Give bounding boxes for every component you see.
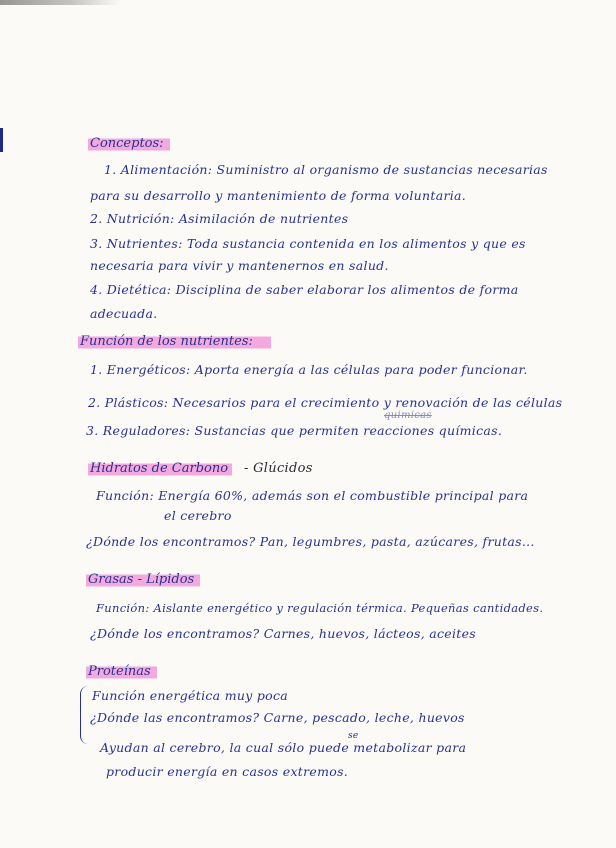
- concept-line-2: para su desarrollo y mantenimiento de forma voluntaria.: [90, 188, 467, 203]
- concept-line-3: 2. Nutrición: Asimilación de nutrientes: [90, 211, 349, 226]
- heading-funcion-nutrientes: Función de los nutrientes:: [78, 334, 271, 350]
- grasas-line-1: Función: Aislante energético y regulación térmica. Pequeñas cantidades.: [96, 601, 544, 615]
- concept-line-5: necesaria para vivir y mantenernos en salud.: [90, 258, 389, 273]
- proteinas-line-1: Función energética muy poca: [92, 688, 289, 703]
- heading-hidratos-suffix: - Glúcidos: [244, 461, 313, 476]
- hidratos-line-1: Función: Energía 60%, además son el combustible principal para: [96, 488, 529, 503]
- nutrient-function-3: 3. Reguladores: Sustancias que permiten reacciones químicas.: [86, 423, 503, 438]
- nutrient-function-1: 1. Energéticos: Aporta energía a las células para poder funcionar.: [90, 362, 528, 377]
- heading-proteinas: Proteínas: [86, 664, 157, 680]
- heading-grasas: Grasas - Lípidos: [86, 572, 200, 588]
- heading-conceptos: Conceptos:: [88, 136, 170, 152]
- proteinas-line-4: producir energía en casos extremos.: [106, 764, 349, 779]
- grasas-line-2: ¿Dónde los encontramos? Carnes, huevos, lácteos, aceites: [90, 626, 477, 641]
- struck-word: quimicas: [384, 410, 432, 421]
- nutrient-function-2: 2. Plásticos: Necesarios para el crecimiento y renovación de las células: [88, 395, 563, 410]
- hidratos-line-3: ¿Dónde los encontramos? Pan, legumbres, pasta, azúcares, frutas...: [86, 534, 535, 549]
- proteinas-superscript: se: [348, 731, 359, 741]
- concept-line-6: 4. Dietética: Disciplina de saber elaborar los alimentos de forma: [90, 282, 519, 297]
- concept-line-4: 3. Nutrientes: Toda sustancia contenida en los alimentos y que es: [90, 236, 526, 251]
- concept-line-7: adecuada.: [90, 306, 158, 321]
- concept-line-1: 1. Alimentación: Suministro al organismo de sustancias necesarias: [104, 162, 548, 177]
- proteinas-line-2: ¿Dónde las encontramos? Carne, pescado, leche, huevos: [90, 710, 465, 725]
- margin-ink-mark: [0, 128, 3, 152]
- heading-hidratos: Hidratos de Carbono: [88, 461, 232, 477]
- scan-edge-shadow: [0, 0, 120, 5]
- proteinas-line-3: Ayudan al cerebro, la cual sólo puede metabolizar para: [100, 740, 467, 755]
- hidratos-line-2: el cerebro: [164, 508, 232, 523]
